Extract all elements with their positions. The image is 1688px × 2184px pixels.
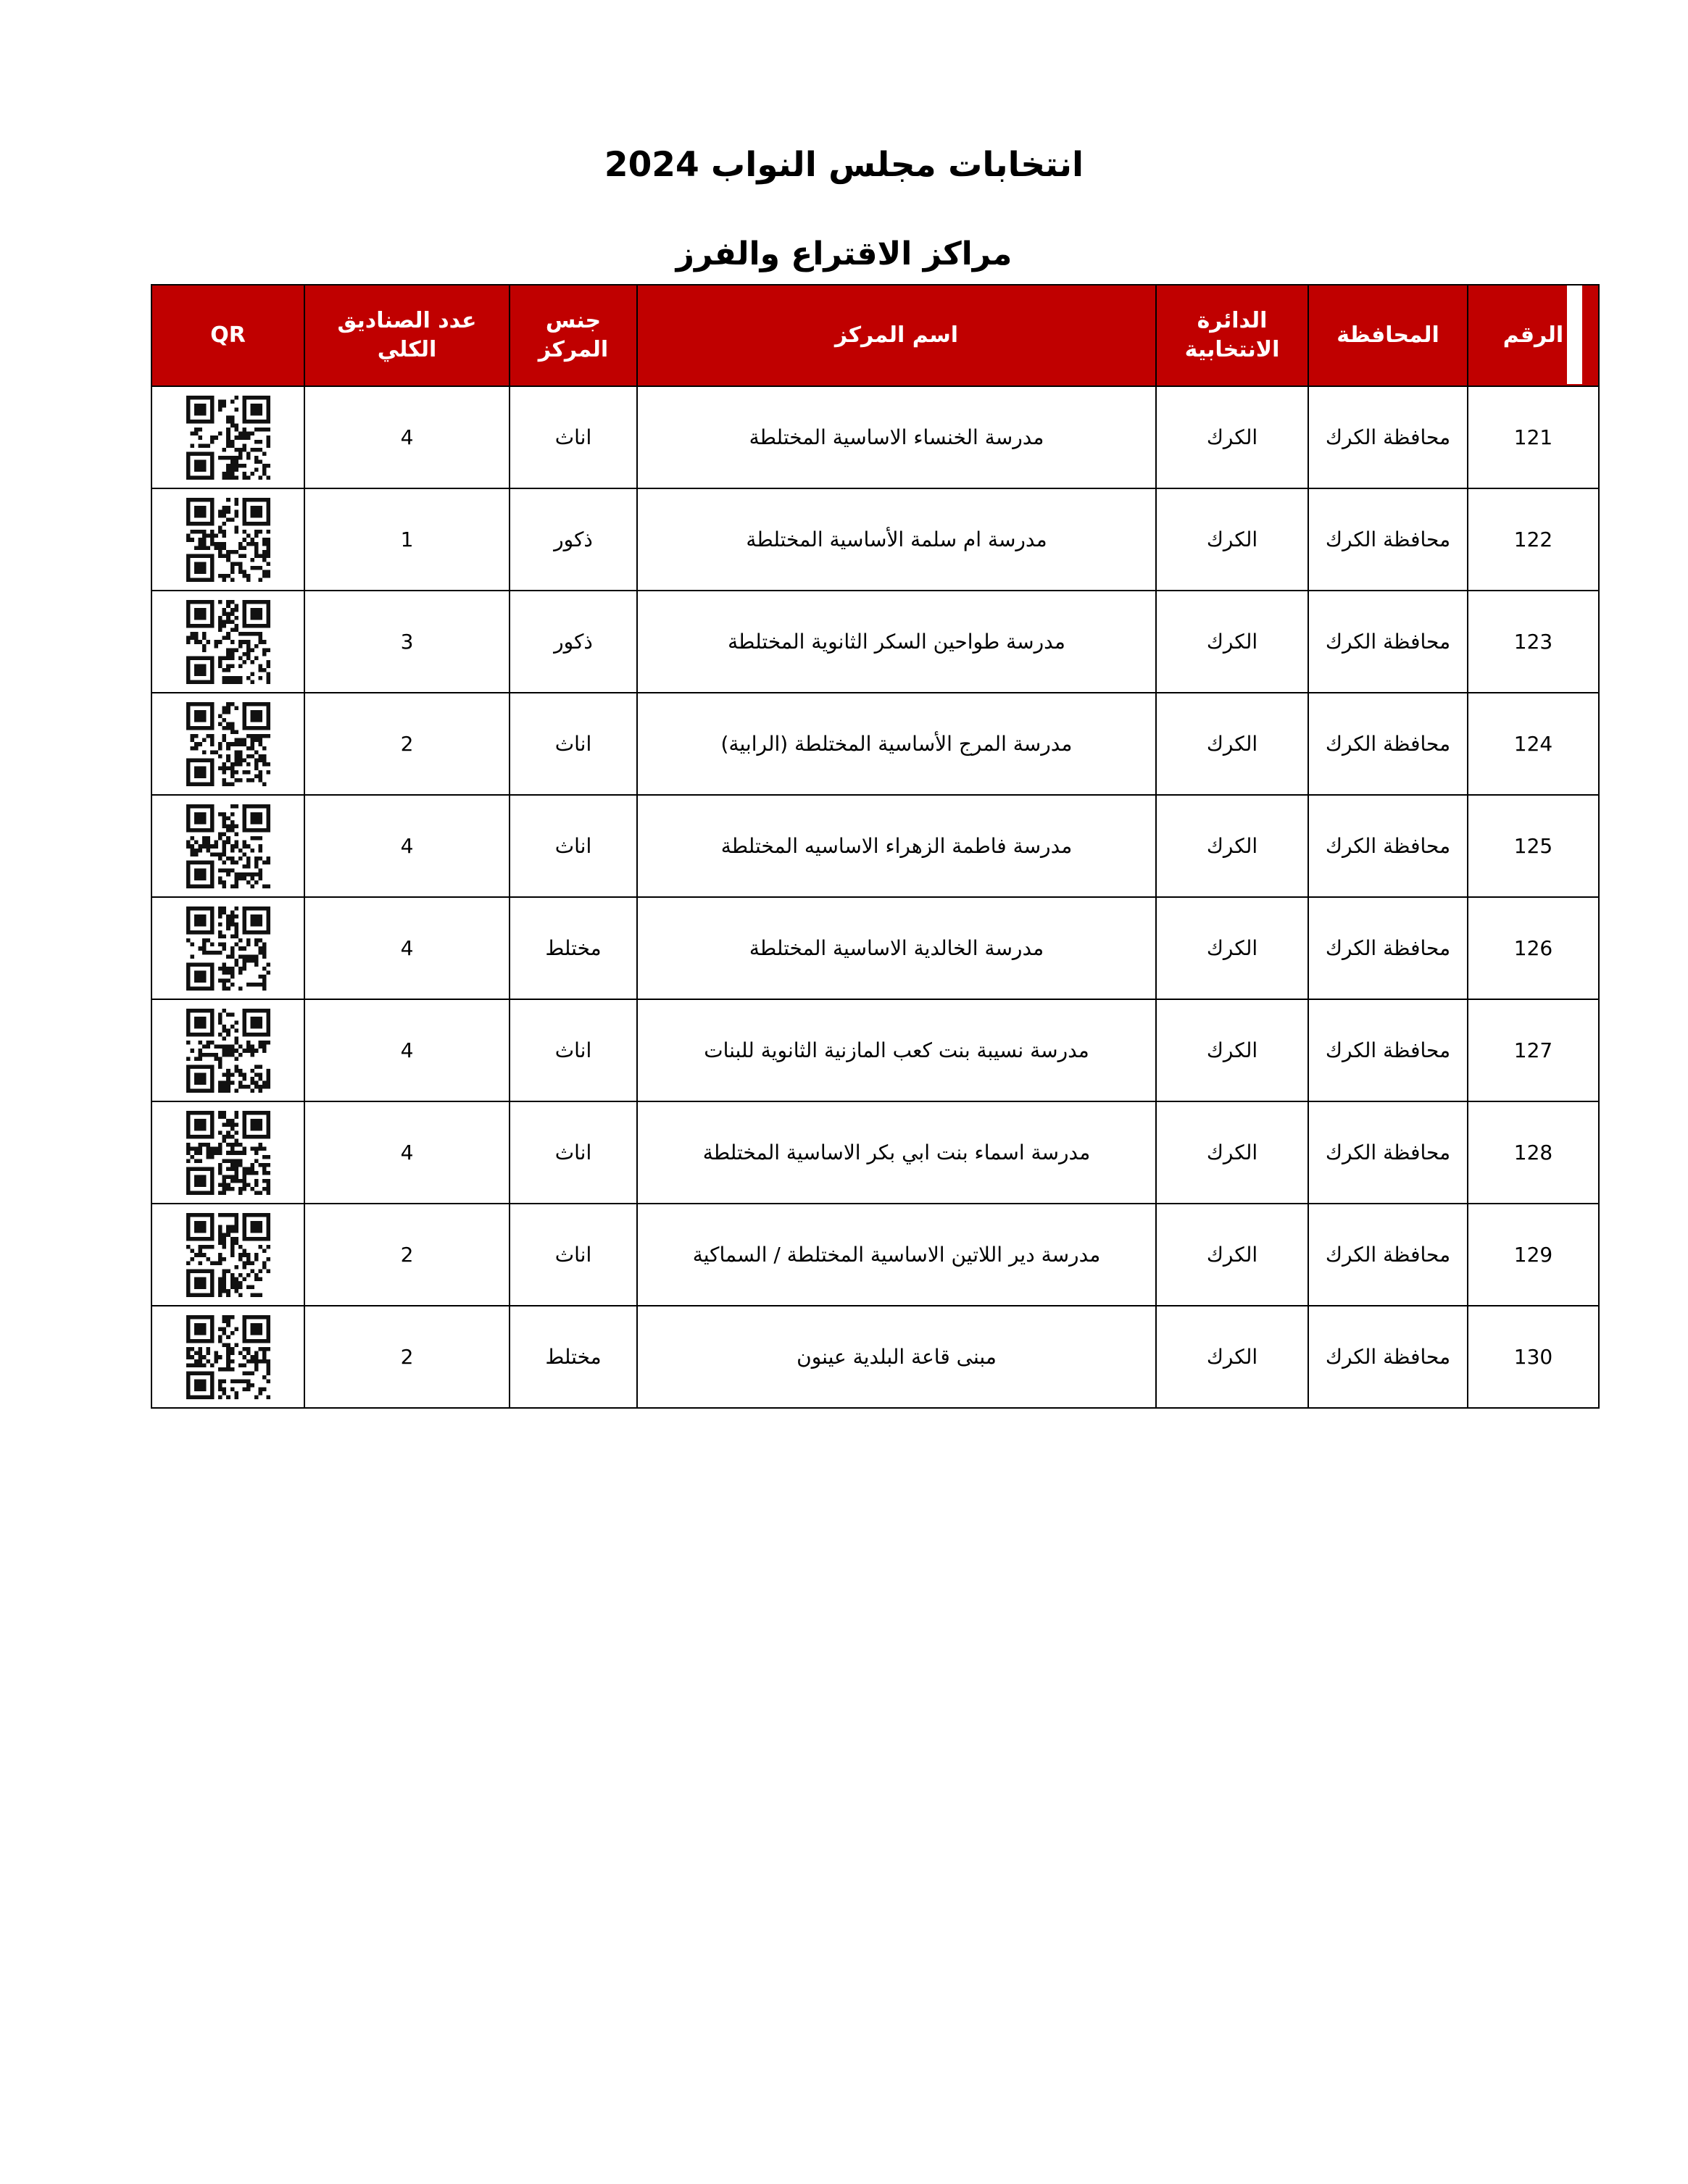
qr-code-icon (186, 396, 270, 480)
cell-qr (151, 386, 304, 488)
cell-number: 121 (1468, 386, 1599, 488)
header-governorate: المحافظة (1308, 285, 1468, 386)
table-row (151, 386, 1599, 488)
cell-center-name: مدرسة ام سلمة الأساسية المختلطة (637, 488, 1156, 591)
cell-governorate: محافظة الكرك (1308, 897, 1468, 999)
table-row (151, 1204, 1599, 1306)
cell-total-boxes: 2 (304, 1306, 510, 1408)
cell-number: 130 (1468, 1306, 1599, 1408)
cell-center-gender: اناث (510, 795, 637, 897)
cell-total-boxes: 1 (304, 488, 510, 591)
table-row (151, 591, 1599, 693)
cell-governorate: محافظة الكرك (1308, 1101, 1468, 1204)
cell-total-boxes: 4 (304, 1101, 510, 1204)
cell-center-name: مدرسة طواحين السكر الثانوية المختلطة (637, 591, 1156, 693)
cell-center-name: مدرسة دير اللاتين الاساسية المختلطة / السماكية (637, 1204, 1156, 1306)
qr-code-icon (186, 804, 270, 888)
table-header (151, 285, 1599, 386)
cell-number: 129 (1468, 1204, 1599, 1306)
cell-total-boxes: 4 (304, 999, 510, 1101)
cell-center-name: مدرسة فاطمة الزهراء الاساسيه المختلطة (637, 795, 1156, 897)
cell-governorate: محافظة الكرك (1308, 591, 1468, 693)
cell-district: الكرك (1156, 999, 1308, 1101)
cell-number: 128 (1468, 1101, 1599, 1204)
cell-center-gender: ذكور (510, 488, 637, 591)
qr-code-icon (186, 498, 270, 582)
header-district: الدائرة الانتخابية (1156, 285, 1308, 386)
cell-district: الكرك (1156, 1306, 1308, 1408)
table-row (151, 897, 1599, 999)
cell-governorate: محافظة الكرك (1308, 488, 1468, 591)
cell-governorate: محافظة الكرك (1308, 693, 1468, 795)
cell-total-boxes: 4 (304, 897, 510, 999)
table-row (151, 488, 1599, 591)
header-row (151, 285, 1599, 386)
qr-code-icon (186, 600, 270, 684)
table-body (151, 386, 1599, 1408)
cell-center-name: مدرسة نسيبة بنت كعب المازنية الثانوية للبنات (637, 999, 1156, 1101)
qr-code-icon (186, 1213, 270, 1297)
cell-qr (151, 795, 304, 897)
cell-qr (151, 591, 304, 693)
cell-number: 125 (1468, 795, 1599, 897)
cell-center-gender: مختلط (510, 897, 637, 999)
cell-center-name: مدرسة الخالدية الاساسية المختلطة (637, 897, 1156, 999)
cell-center-name: مدرسة المرج الأساسية المختلطة (الرابية) (637, 693, 1156, 795)
header-qr: QR (151, 285, 304, 386)
cell-center-name: مبنى قاعة البلدية عينون (637, 1306, 1156, 1408)
cell-center-gender: اناث (510, 1101, 637, 1204)
cell-number: 127 (1468, 999, 1599, 1101)
header-center-name: اسم المركز (637, 285, 1156, 386)
cell-total-boxes: 4 (304, 386, 510, 488)
cell-qr (151, 1306, 304, 1408)
cell-center-gender: اناث (510, 693, 637, 795)
cell-total-boxes: 3 (304, 591, 510, 693)
cell-center-gender: اناث (510, 386, 637, 488)
cell-center-name: مدرسة اسماء بنت ابي بكر الاساسية المختلطة (637, 1101, 1156, 1204)
cell-district: الكرك (1156, 591, 1308, 693)
cell-qr (151, 897, 304, 999)
cell-number: 123 (1468, 591, 1599, 693)
cell-governorate: محافظة الكرك (1308, 1204, 1468, 1306)
header-total-boxes: عدد الصناديق الكلي (304, 285, 510, 386)
header-center-gender: جنس المركز (510, 285, 637, 386)
table-row (151, 1306, 1599, 1408)
table-row (151, 795, 1599, 897)
cell-district: الكرك (1156, 795, 1308, 897)
cell-district: الكرك (1156, 386, 1308, 488)
qr-code-icon (186, 906, 270, 991)
cell-total-boxes: 2 (304, 693, 510, 795)
cell-qr (151, 693, 304, 795)
cell-district: الكرك (1156, 897, 1308, 999)
cell-district: الكرك (1156, 1101, 1308, 1204)
cell-governorate: محافظة الكرك (1308, 1306, 1468, 1408)
qr-code-icon (186, 1111, 270, 1195)
cell-center-gender: ذكور (510, 591, 637, 693)
cell-number: 124 (1468, 693, 1599, 795)
cell-qr (151, 1101, 304, 1204)
cell-district: الكرك (1156, 693, 1308, 795)
qr-code-icon (186, 1009, 270, 1093)
cell-governorate: محافظة الكرك (1308, 795, 1468, 897)
cell-center-gender: اناث (510, 1204, 637, 1306)
header-number: الرقم (1468, 285, 1599, 386)
page-subtitle: مراكز الاقتراع والفرز (675, 236, 1013, 272)
cell-qr (151, 1204, 304, 1306)
cell-center-gender: مختلط (510, 1306, 637, 1408)
header-notch (1567, 285, 1582, 384)
cell-center-name: مدرسة الخنساء الاساسية المختلطة (637, 386, 1156, 488)
cell-center-gender: اناث (510, 999, 637, 1101)
cell-qr (151, 488, 304, 591)
qr-code-icon (186, 1315, 270, 1399)
polling-centers-table (151, 284, 1600, 1409)
cell-number: 122 (1468, 488, 1599, 591)
page-title: انتخابات مجلس النواب 2024 (604, 145, 1084, 185)
cell-qr (151, 999, 304, 1101)
cell-total-boxes: 4 (304, 795, 510, 897)
cell-governorate: محافظة الكرك (1308, 999, 1468, 1101)
table-row (151, 999, 1599, 1101)
cell-governorate: محافظة الكرك (1308, 386, 1468, 488)
table-row (151, 1101, 1599, 1204)
qr-code-icon (186, 702, 270, 786)
cell-total-boxes: 2 (304, 1204, 510, 1306)
cell-district: الكرك (1156, 488, 1308, 591)
cell-district: الكرك (1156, 1204, 1308, 1306)
table-row (151, 693, 1599, 795)
cell-number: 126 (1468, 897, 1599, 999)
